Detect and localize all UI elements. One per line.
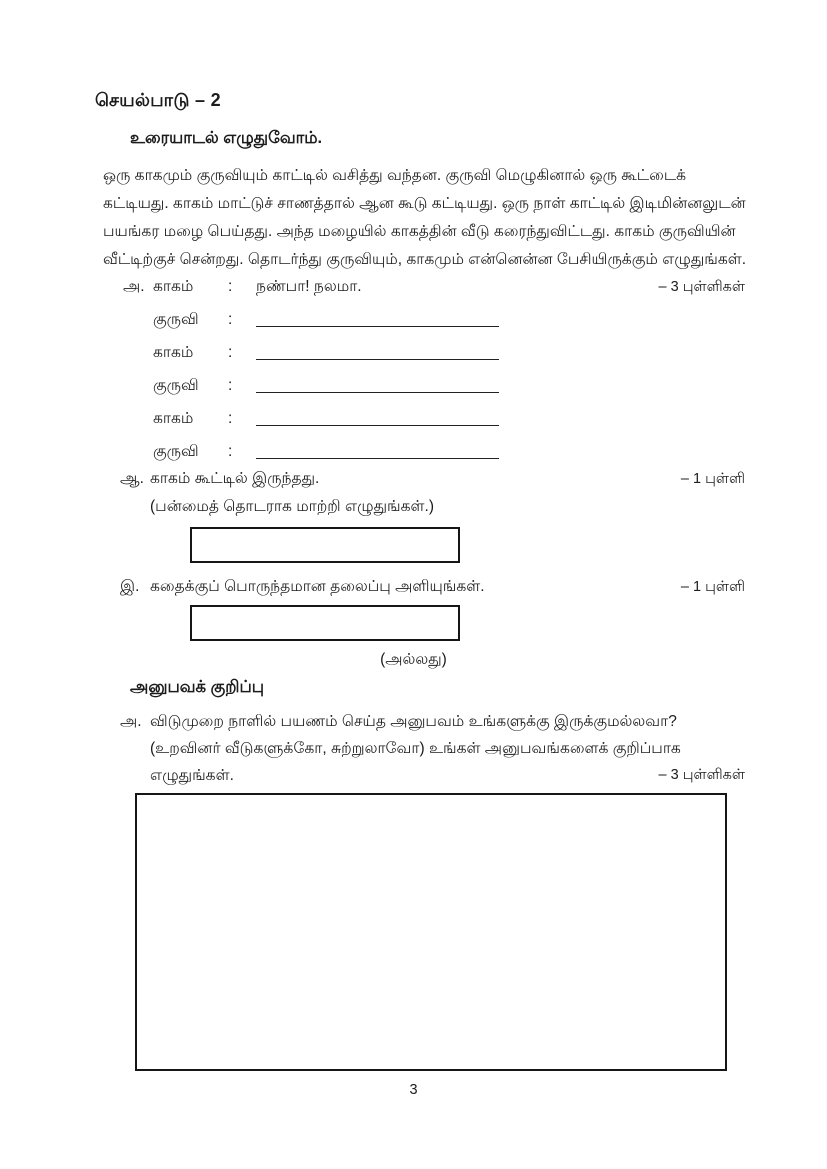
story-line: ஒரு காகமும் குருவியும் காட்டில் வசித்து வந்தன. குருவி மெழுகினால் ஒரு கூட்டைக் [103, 167, 687, 184]
dialogue-row [95, 429, 745, 462]
dialogue-text: நண்பா! நலமா. [256, 278, 362, 295]
or-separator: (அல்லது) [380, 651, 447, 668]
item-marker: அ. [123, 278, 145, 295]
speaker-label: காகம் [153, 344, 194, 361]
speaker-label: குருவி [153, 311, 199, 328]
colon-separator: : [228, 278, 233, 295]
question-row [95, 708, 745, 789]
dialogue-row [95, 363, 745, 396]
dialogue-row [95, 264, 745, 297]
marks-label: – 3 புள்ளிகள் [658, 767, 745, 783]
question-line: (உறவினர் வீடுகளுக்கோ, சுற்றுலாவோ) உங்கள் அனுபவங்களைக் குறிப்பாக [150, 740, 681, 757]
question-text: காகம் கூட்டில் இருந்தது. [150, 470, 320, 487]
item-marker: அ. [120, 713, 142, 730]
question-row [95, 576, 745, 598]
question-row [95, 468, 745, 490]
question-ii-section [95, 576, 745, 641]
section-subtitle: உரையாடல் எழுதுவோம். [130, 129, 323, 147]
answer-line [256, 325, 499, 327]
colon-separator: : [228, 311, 233, 328]
answer-box [190, 527, 460, 563]
speaker-label: காகம் [153, 410, 194, 427]
item-marker: இ. [120, 578, 140, 595]
marks-label: – 1 புள்ளி [680, 471, 745, 487]
story-paragraph [103, 162, 747, 274]
colon-separator: : [228, 344, 233, 361]
question-aa-section [95, 468, 745, 563]
question-text: கதைக்குப் பொருந்தமான தலைப்பு அளியுங்கள். [150, 578, 485, 595]
marks-label: – 3 புள்ளிகள் [658, 279, 745, 295]
colon-separator: : [228, 410, 233, 427]
essay-answer-box [135, 793, 727, 1071]
colon-separator: : [228, 377, 233, 394]
dialogue-row [95, 297, 745, 330]
activity-title: செயல்பாடு – 2 [95, 90, 221, 110]
dialogue-row [95, 396, 745, 429]
dialogue-section [95, 264, 745, 462]
item-marker: ஆ. [120, 470, 144, 487]
speaker-label: குருவி [153, 377, 199, 394]
dialogue-row [95, 330, 745, 363]
answer-box [190, 605, 460, 641]
answer-line [256, 358, 499, 360]
marks-label: – 1 புள்ளி [680, 579, 745, 595]
answer-line [256, 457, 499, 459]
speaker-label: குருவி [153, 443, 199, 460]
experience-question [95, 708, 745, 789]
story-line: கட்டியது. காகம் மாட்டுச் சாணத்தால் ஆன கூடு கட்டியது. ஒரு நாள் காட்டில் இடிமின்னலுடன் [103, 195, 746, 212]
question-line: எழுதுங்கள். – 3 புள்ளிகள் [150, 762, 745, 789]
story-line: பயங்கர மழை பெய்தது. அந்த மழையில் காகத்தின் வீடு கரைந்துவிட்டது. காகம் குருவியின் [103, 223, 736, 240]
colon-separator: : [228, 443, 233, 460]
answer-line [256, 424, 499, 426]
story-line: வீட்டிற்குச் சென்றது. தொடர்ந்து குருவியும், காகமும் என்னென்ன பேசியிருக்கும் எழுதுங்கள். [103, 251, 747, 268]
page-number: 3 [409, 1082, 418, 1098]
question-text [150, 708, 745, 789]
speaker-label: காகம் [153, 278, 194, 295]
experience-heading: அனுபவக் குறிப்பு [130, 678, 265, 696]
question-instruction: (பன்மைத் தொடராக மாற்றி எழுதுங்கள்.) [150, 498, 434, 515]
question-line: விடுமுறை நாளில் பயணம் செய்த அனுபவம் உங்களுக்கு இருக்குமல்லவா? [150, 713, 677, 730]
answer-line [256, 391, 499, 393]
